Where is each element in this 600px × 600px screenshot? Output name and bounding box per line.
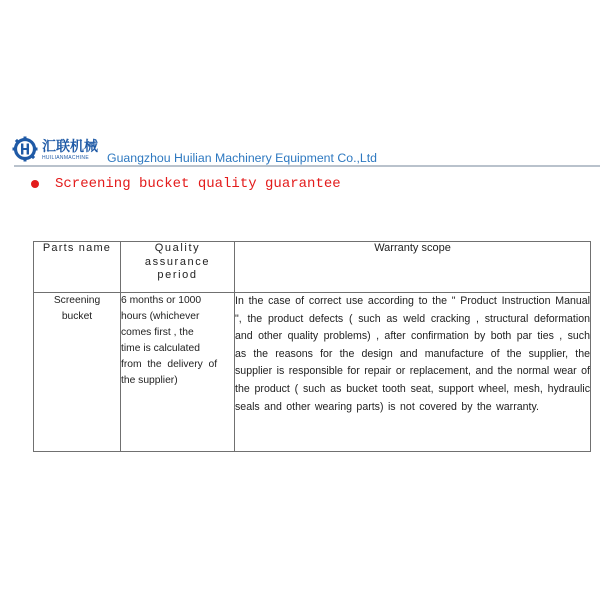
period-line: the supplier)	[121, 375, 178, 386]
header-quality-period	[121, 242, 235, 293]
company-header	[0, 130, 600, 170]
period-line: hours (whichever	[121, 311, 200, 322]
bullet-dot-icon	[31, 180, 39, 188]
warranty-table	[33, 241, 591, 452]
section-title: Screening bucket quality guarantee	[55, 176, 341, 192]
cell-period	[121, 293, 235, 452]
period-line: comes first , the	[121, 327, 194, 338]
part-name-line: Screening	[53, 295, 101, 306]
gear-h-logo-icon	[12, 136, 38, 162]
table-header-row	[34, 242, 591, 293]
table-row	[34, 293, 591, 452]
header-period-line: period	[157, 269, 198, 281]
period-line: from the delivery of	[121, 359, 218, 370]
company-name: Guangzhou Huilian Machinery Equipment Co.,Ltd	[107, 151, 378, 165]
logo-english-text: HUILIANMACHINE	[42, 155, 89, 161]
period-line: 6 months or 1000	[121, 295, 202, 306]
part-name-line: bucket	[61, 311, 93, 322]
header-period-line: assurance	[144, 255, 211, 268]
cell-part-name	[34, 293, 121, 452]
header-parts-name: Parts name	[34, 242, 121, 293]
cell-warranty-scope: In the case of correct use according to the " Product Instruction Manual ", the product defects ( such as weld cracking , structural deformation and other quality problems) , after confirmation by both par ties , such as the reasons for the design and manufacture of the supplier, the supplier is responsible for repair or replacement, and the normal wear of the product ( such as bucket tooth seat, support wheel, mesh, hydraulic seals and other wearing parts) is not covered by the warranty.	[235, 293, 591, 452]
header-period-line: Quality	[154, 242, 201, 254]
logo-chinese-text: 汇联机械	[42, 139, 98, 155]
header-divider	[14, 165, 600, 167]
header-warranty-scope: Warranty scope	[235, 242, 591, 293]
period-line: time is calculated	[121, 343, 200, 354]
